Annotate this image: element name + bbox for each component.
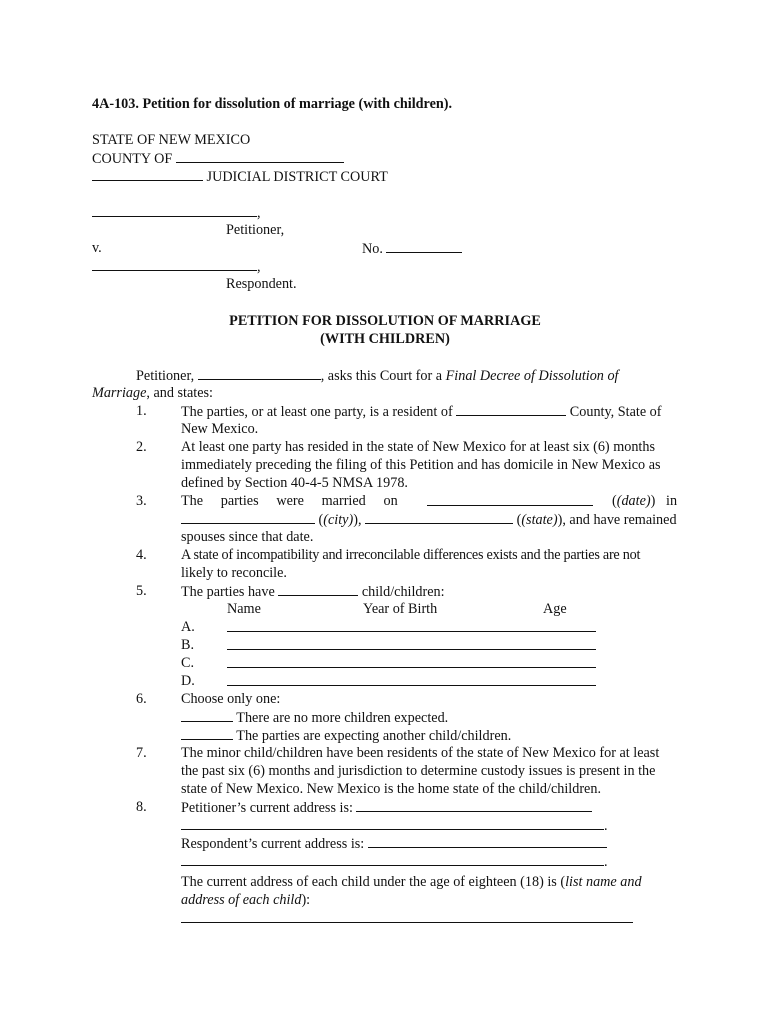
intro-line1	[136, 366, 618, 385]
respondent-label: Respondent.	[226, 276, 297, 292]
item-2-number: 2.	[136, 439, 147, 455]
child-address-italic-1: list name and	[565, 874, 642, 890]
period: .	[604, 818, 608, 834]
child-address-blank-line	[181, 909, 633, 928]
child-address-end: ):	[301, 892, 311, 908]
item-5-number: 5.	[136, 583, 147, 599]
item-7-number: 7.	[136, 745, 147, 761]
marriage-city-blank[interactable]	[181, 510, 315, 524]
item-8-number: 8.	[136, 799, 147, 815]
date-label: (date)	[616, 493, 651, 509]
item-5-text-b: child/children:	[361, 584, 445, 600]
state-label: (state)	[521, 512, 558, 528]
child-row-d-blank[interactable]	[227, 672, 596, 686]
case-number-label: No.	[362, 241, 383, 257]
county-blank[interactable]	[176, 149, 344, 163]
no-more-children-checkbox[interactable]	[181, 708, 233, 722]
item-4-line1: A state of incompatibility and irreconcilable differences exists and the parties are not	[181, 547, 641, 563]
item-3-number: 3.	[136, 493, 147, 509]
child-row-b-blank[interactable]	[227, 636, 596, 650]
petitioner-address-blank[interactable]	[356, 798, 592, 812]
county-line	[92, 149, 344, 168]
item-6-option-1	[181, 708, 448, 727]
case-number-line	[362, 239, 462, 258]
item-6-option-2-text: The parties are expecting another child/children.	[236, 728, 512, 744]
item-6-option-1-text: There are no more children expected.	[236, 710, 449, 726]
item-7-line3: state of New Mexico. New Mexico is the home state of the child/children.	[181, 781, 601, 797]
item-7-line1: The minor child/children have been residents of the state of New Mexico for at least	[181, 745, 660, 761]
item-3-tail: , and have remained	[562, 512, 677, 528]
versus: v.	[92, 240, 102, 256]
respondent-address-blank[interactable]	[368, 834, 607, 848]
intro-marriage: Marriage	[92, 385, 147, 401]
item-1-line1	[181, 402, 661, 421]
respondent-address-line2	[181, 852, 608, 871]
child-address-line2	[181, 891, 310, 909]
court-label: JUDICIAL DISTRICT COURT	[206, 169, 388, 185]
petition-heading-line1: PETITION FOR DISSOLUTION OF MARRIAGE	[229, 313, 541, 329]
county-residence-blank[interactable]	[456, 402, 566, 416]
county-label: COUNTY OF	[92, 151, 173, 167]
child-row-d-label: D.	[181, 673, 195, 689]
city-label: (city)	[323, 512, 354, 528]
item-3-line3: spouses since that date.	[181, 529, 314, 545]
child-row-b-label: B.	[181, 637, 195, 653]
respondent-name-blank[interactable]	[92, 257, 257, 271]
item-1-text-b: County, State of	[569, 404, 662, 420]
item-2-line1: At least one party has resided in the state of New Mexico for at least six (6) months	[181, 439, 655, 455]
marriage-date-blank[interactable]	[427, 492, 593, 506]
respondent-address-line	[181, 834, 607, 853]
item-2-line3: defined by Section 40-4-5 NMSA 1978.	[181, 475, 408, 491]
respondent-name-line: ,	[92, 257, 261, 276]
column-header-year-of-birth: Year of Birth	[363, 601, 438, 617]
child-address-text: The current address of each child under the age of eighteen (18) is (	[181, 874, 566, 890]
item-1-text-a: The parties, or at least one party, is a resident of	[181, 404, 453, 420]
petition-heading-line2: (WITH CHILDREN)	[320, 331, 450, 347]
petitioner-address-line	[181, 798, 592, 817]
column-header-name: Name	[227, 601, 261, 617]
petitioner-label: Petitioner,	[226, 222, 285, 238]
item-3-date-blank-wrap	[427, 492, 593, 511]
intro-petitioner-blank[interactable]	[198, 366, 321, 380]
item-1-number: 1.	[136, 403, 147, 419]
state-name: STATE OF NEW MEXICO	[92, 132, 251, 148]
court-line	[92, 167, 388, 186]
petitioner-address-label: Petitioner’s current address is:	[181, 800, 353, 816]
item-6-number: 6.	[136, 691, 147, 707]
petitioner-address-blank-2[interactable]	[181, 816, 604, 830]
item-6-line1: Choose only one:	[181, 691, 281, 707]
item-4-number: 4.	[136, 547, 147, 563]
item-3-date-label: ((date))	[612, 493, 656, 509]
form-title: 4A-103. Petition for dissolution of marriage (with children).	[92, 96, 453, 112]
intro-line2	[92, 384, 213, 402]
intro-decree: Final Decree of Dissolution of	[445, 368, 619, 384]
child-row-a-label: A.	[181, 619, 195, 635]
number-of-children-blank[interactable]	[278, 582, 358, 596]
child-row-a-blank[interactable]	[227, 618, 596, 632]
item-1-line2: New Mexico.	[181, 421, 259, 437]
expecting-child-checkbox[interactable]	[181, 726, 233, 740]
item-3-in: in	[666, 493, 678, 509]
petitioner-name-line: ,	[92, 203, 261, 222]
period: .	[604, 854, 608, 870]
marriage-state-blank[interactable]	[365, 510, 513, 524]
item-4-line2: likely to reconcile.	[181, 565, 287, 581]
item-6-option-2	[181, 726, 511, 745]
petitioner-address-line2	[181, 816, 608, 835]
item-2-line2: immediately preceding the filing of this Petition and has domicile in New Mexico as	[181, 457, 661, 473]
respondent-address-blank-2[interactable]	[181, 852, 604, 866]
respondent-address-label: Respondent’s current address is:	[181, 836, 365, 852]
child-row-c-blank[interactable]	[227, 654, 596, 668]
item-3-text-a: The parties were married on	[181, 493, 398, 509]
item-5-text-a: The parties have	[181, 584, 275, 600]
case-number-blank[interactable]	[386, 239, 462, 253]
child-address-italic-2: address of each child	[181, 892, 302, 908]
column-header-age: Age	[543, 601, 567, 617]
intro-and-states: , and states:	[146, 385, 213, 401]
intro-asks: , asks this Court for a	[320, 368, 443, 384]
child-address-blank[interactable]	[181, 909, 633, 923]
item-7-line2: the past six (6) months and jurisdiction to determine custody issues is present in the	[181, 763, 656, 779]
intro-petitioner: Petitioner,	[136, 368, 195, 384]
item-5-line1	[181, 582, 445, 601]
child-row-c-label: C.	[181, 655, 195, 671]
item-3-line2: ((city)), ((state)), and have remained	[181, 510, 677, 529]
child-address-line1	[181, 873, 642, 891]
district-blank[interactable]	[92, 167, 203, 181]
petitioner-name-blank[interactable]	[92, 203, 257, 217]
